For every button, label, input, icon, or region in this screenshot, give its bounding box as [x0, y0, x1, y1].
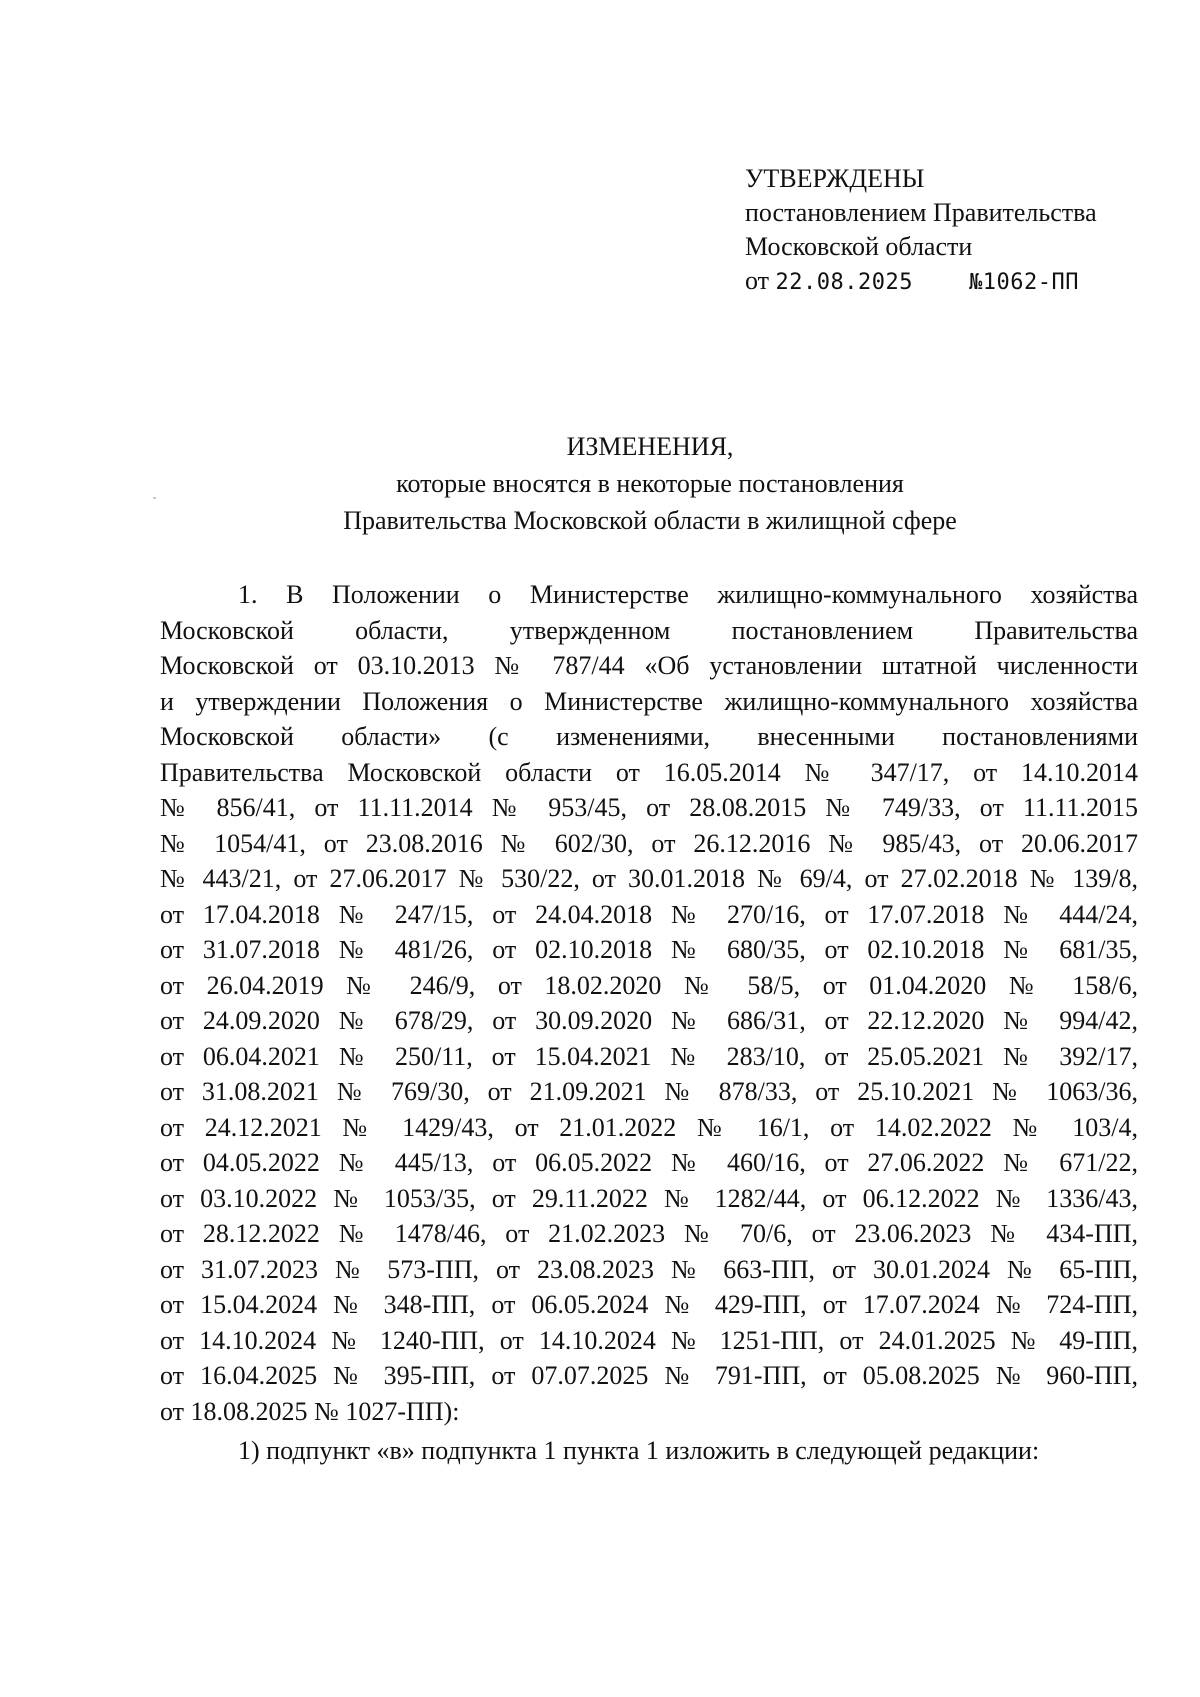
paragraph-line: от 24.12.2021 № 1429/43, от 21.01.2022 № 16/1, от 14.02.2022 № 103/4, [160, 1112, 1138, 1142]
approval-stamp-block [745, 162, 1097, 300]
paragraph-line: от 26.04.2019 № 246/9, от 18.02.2020 № 58/5, от 01.04.2020 № 158/6, [160, 970, 1138, 1000]
approval-date-prefix: от [745, 266, 770, 295]
paragraph-line: Московской области» (с изменениями, внесенными постановлениями [160, 722, 1138, 751]
paragraph-line: от 31.08.2021 № 769/30, от 21.09.2021 № 878/33, от 25.10.2021 № 1063/36, [160, 1077, 1138, 1106]
scan-speck [153, 497, 156, 499]
paragraph-line: Правительства Московской области от 16.05.2014 № 347/17, от 14.10.2014 [160, 757, 1138, 787]
paragraph-line: от 28.12.2022 № 1478/46, от 21.02.2023 № 70/6, от 23.06.2023 № 434-ПП, [160, 1219, 1138, 1248]
paragraph-line: от 03.10.2022 № 1053/35, от 29.11.2022 № 1282/44, от 06.12.2022 № 1336/43, [160, 1183, 1138, 1213]
paragraph-line: № 443/21, от 27.06.2017 № 530/22, от 30.01.2018 № 69/4, от 27.02.2018 № 139/8, [160, 864, 1138, 893]
approval-number: №1062-ПП [968, 270, 1079, 295]
paragraph-line: № 856/41, от 11.11.2014 № 953/45, от 28.08.2015 № 749/33, от 11.11.2015 [160, 793, 1138, 822]
paragraph-last-line: от 18.08.2025 № 1027-ПП): [160, 1396, 460, 1426]
approval-date: 22.08.2025 [775, 270, 913, 295]
approval-date-line [745, 264, 1097, 300]
paragraph-line: 1. В Положении о Министерстве жилищно-коммунального хозяйства [238, 580, 1138, 609]
paragraph-line: Московской области, утвержденном постановлением Правительства [160, 615, 1138, 645]
paragraph-line: от 04.05.2022 № 445/13, от 06.05.2022 № 460/16, от 27.06.2022 № 671/22, [160, 1148, 1138, 1177]
document-title [160, 428, 1140, 539]
paragraph-line: от 24.09.2020 № 678/29, от 30.09.2020 № 686/31, от 22.12.2020 № 994/42, [160, 1006, 1138, 1035]
title-line-2: Правительства Московской области в жилищной сфере [343, 506, 957, 535]
approval-heading: УТВЕРЖДЕНЫ [745, 164, 925, 193]
paragraph-line: от 15.04.2024 № 348-ПП, от 06.05.2024 № 429-ПП, от 17.07.2024 № 724-ПП, [160, 1290, 1138, 1319]
paragraph-line: от 17.04.2018 № 247/15, от 24.04.2018 № 270/16, от 17.07.2018 № 444/24, [160, 899, 1138, 929]
paragraph-1 [160, 577, 1138, 1429]
title-line-1: которые вносятся в некоторые постановления [396, 469, 904, 498]
approval-line-2: Московской области [745, 232, 973, 261]
paragraph-line: от 06.04.2021 № 250/11, от 15.04.2021 № 283/10, от 25.05.2021 № 392/17, [160, 1041, 1138, 1071]
document-body [160, 577, 1138, 1469]
subitem-1: 1) подпункт «в» подпункта 1 пункта 1 изложить в следующей редакции: [238, 1436, 1040, 1465]
paragraph-line: № 1054/41, от 23.08.2016 № 602/30, от 26.12.2016 № 985/43, от 20.06.2017 [160, 828, 1138, 858]
paragraph-line: Московской от 03.10.2013 № 787/44 «Об установлении штатной численности [160, 651, 1138, 680]
paragraph-line: от 14.10.2024 № 1240-ПП, от 14.10.2024 № 1251-ПП, от 24.01.2025 № 49-ПП, [160, 1325, 1138, 1355]
paragraph-line: от 16.04.2025 № 395-ПП, от 07.07.2025 № 791-ПП, от 05.08.2025 № 960-ПП, [160, 1361, 1138, 1390]
paragraph-line: от 31.07.2023 № 573-ПП, от 23.08.2023 № 663-ПП, от 30.01.2024 № 65-ПП, [160, 1254, 1138, 1284]
approval-line-1: постановлением Правительства [745, 198, 1097, 227]
paragraph-line: от 31.07.2018 № 481/26, от 02.10.2018 № 680/35, от 02.10.2018 № 681/35, [160, 935, 1138, 964]
title-heading: ИЗМЕНЕНИЯ, [566, 432, 734, 461]
paragraph-line: и утверждении Положения о Министерстве жилищно-коммунального хозяйства [160, 686, 1138, 716]
